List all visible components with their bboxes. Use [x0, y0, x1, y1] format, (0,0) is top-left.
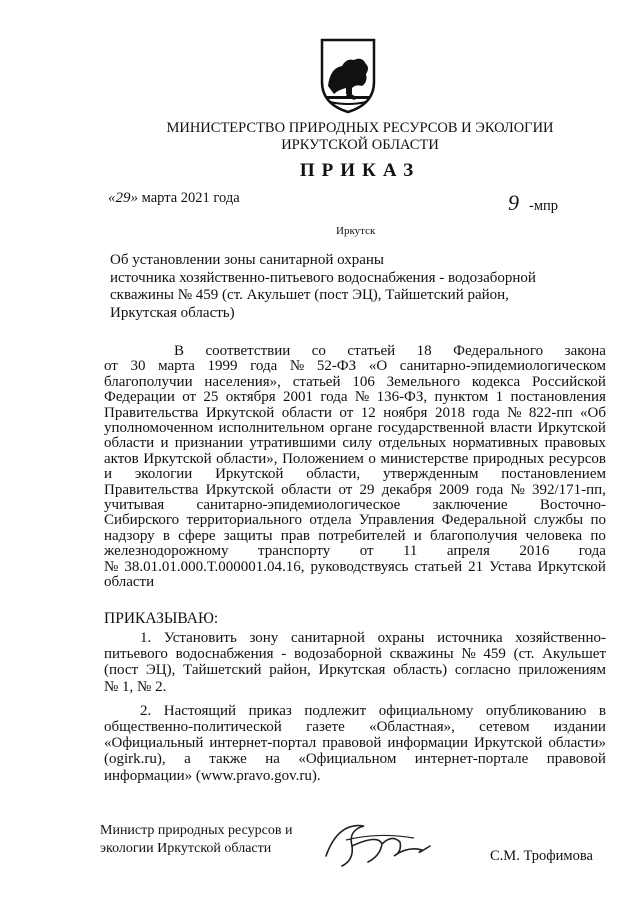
body-line: Правительства Иркутской области от 29 декабря 2009 года № 392/171-пп, [104, 481, 606, 498]
date-month-year: марта 2021 года [141, 190, 240, 206]
preamble-text [104, 344, 606, 591]
body-line: актов Иркутской области», Положением о министерстве природных ресурсов [104, 450, 606, 467]
minister-title-line-1: Министр природных ресурсов и [100, 823, 293, 838]
item-1-line: питьевого водоснабжения - водозаборной скважины № 459 (ст. Акульшет [104, 646, 606, 663]
body-line: области [104, 574, 155, 591]
document-date [108, 190, 240, 207]
signature-image [318, 816, 458, 872]
item-2-line: «Официальный интернет-портал правовой информации Иркутской области» [104, 735, 606, 752]
item-1-line: № 1, № 2. [104, 678, 167, 695]
body-line: и экологии Иркутской области, утвержденным постановлением [104, 466, 606, 483]
body-line: благополучии населения», статьей 106 Земельного кодекса Российской [104, 373, 606, 390]
body-line: надзору в сфере защиты прав потребителей и благополучия человека по [104, 527, 606, 544]
body-line: Сибирского территориального отдела Управления Федеральной службы по [104, 512, 606, 529]
document-subject [110, 252, 570, 322]
item-1-line: 1. Установить зону санитарной охраны источника хозяйственно- [140, 630, 606, 646]
body-line: Федерации от 25 октября 2001 года № 136-ФЗ, пунктом 1 постановления [104, 389, 606, 406]
number-handwritten: 9 [508, 190, 519, 215]
body-line: железнодорожному транспорту от 11 апреля 2016 года [104, 543, 606, 560]
ministry-line-2: ИРКУТСКОЙ ОБЛАСТИ [281, 137, 439, 153]
city-label: Иркутск [336, 225, 376, 237]
body-line: учитывая санитарно-эпидемиологическое заключение Восточно- [104, 497, 606, 514]
subject-line: Иркутская область) [110, 304, 235, 321]
number-suffix: -мпр [529, 198, 559, 214]
subject-line: Об установлении зоны санитарной охраны [110, 252, 384, 268]
subject-line: скважины № 459 (ст. Акульшет (пост ЭЦ), Тайшетский район, [110, 287, 509, 303]
signer-name: С.М. Трофимова [490, 848, 593, 864]
item-1-line: (пост ЭЦ), Тайшетский район, Иркутская область) согласно приложениям [104, 662, 606, 679]
order-items [104, 630, 606, 784]
subject-line: источника хозяйственно-питьевого водоснабжения - водозаборной [110, 269, 536, 286]
item-2-line: 2. Настоящий приказ подлежит официальному опубликованию в [140, 702, 606, 719]
document-number [508, 190, 558, 216]
item-2-line: общественно-политической газете «Областная», сетевом издании [104, 719, 606, 736]
item-2-line: (ogirk.ru), а также на «Официальном интернет-портале правовой [104, 751, 606, 768]
ministry-name [150, 120, 570, 154]
coat-of-arms-icon [318, 38, 378, 114]
body-line: В соответствии со статьей 18 Федерального закона [174, 343, 606, 359]
minister-title-line-2: экологии Иркутской области [100, 841, 272, 856]
body-line: от 30 марта 1999 года № 52-ФЗ «О санитарно-эпидемиологическом [104, 358, 606, 375]
document-type-title: ПРИКАЗ [299, 160, 421, 181]
minister-title [100, 822, 292, 858]
ministry-line-1: МИНИСТЕРСТВО ПРИРОДНЫХ РЕСУРСОВ И ЭКОЛОГИИ [166, 120, 554, 136]
body-line: № 38.01.01.000.Т.000001.04.16, руководствуясь статьей 21 Устава Иркутской [104, 558, 606, 575]
body-line: Правительства Иркутской области от 12 ноября 2018 года № 822-пп «Об [104, 404, 606, 421]
date-day: «29» [108, 190, 138, 206]
item-2-line: информации» (www.pravo.gov.ru). [104, 767, 321, 784]
body-line: уполномоченном исполнительном органе государственной власти Иркутской [104, 420, 606, 437]
order-word: ПРИКАЗЫВАЮ: [104, 610, 219, 627]
body-line: области и признании утратившими силу отдельных нормативных правовых [104, 435, 606, 452]
